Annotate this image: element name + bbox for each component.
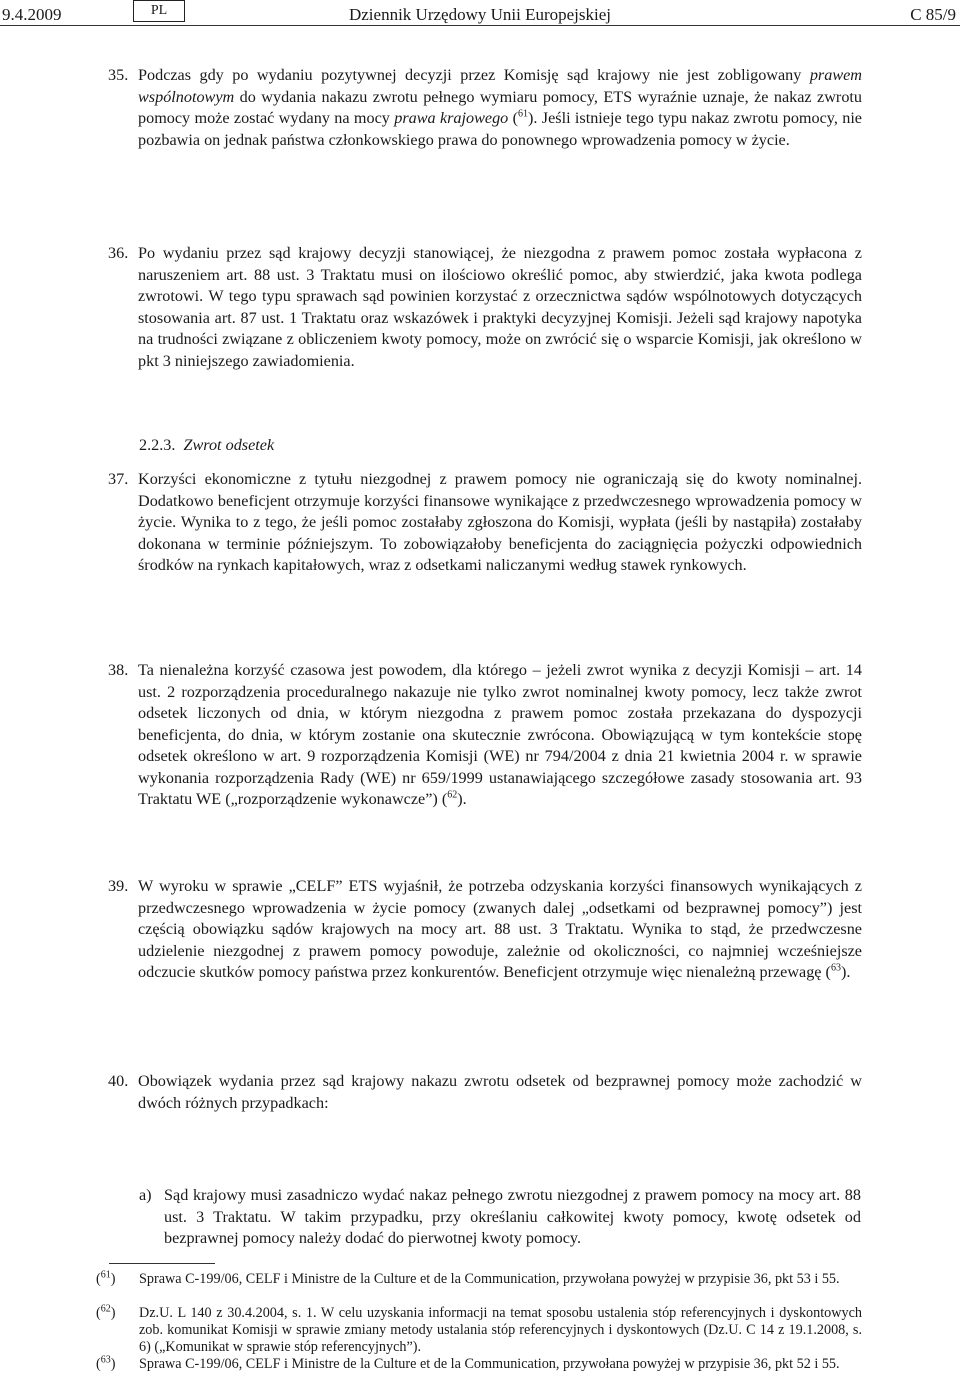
page-number: C 85/9	[910, 5, 956, 24]
footnote-mark: ($^{62}$)	[96, 1303, 116, 1321]
footnote-62	[96, 1305, 862, 1356]
paragraph-37	[108, 469, 862, 577]
paragraph-38	[108, 660, 862, 811]
section-number: 2.2.3.	[139, 436, 176, 454]
paragraph-text: Korzyści ekonomiczne z tytułu niezgodnej z prawem pomocy nie ograniczają się do kwoty nominalnej. Dodatkowo beneficjent otrzymuje korzyści finansowe wynikające z przedwczesnego wprowadzenia pomocy w życie. Wynika to z tego, że jeśli pomoc zostałaby zgłoszona do Komisji, wypłata (jeśli by nastąpiła) zostałaby dokonana w terminie późniejszym. To zobowiązałoby beneficjenta do zaciągnięcia pożyczki odpowiednich środków na rynkach kapitałowych, wraz z odsetkami naliczanymi według stawek rynkowych.	[138, 470, 862, 574]
paragraph-text: Obowiązek wydania przez sąd krajowy nakazu zwrotu odsetek od bezprawnej pomocy może zachodzić w dwóch różnych przypadkach:	[138, 1072, 862, 1112]
sub-item-a	[139, 1185, 861, 1250]
sub-item-label: a)	[139, 1186, 152, 1204]
header-rule	[0, 25, 960, 26]
paragraph-number: 35.	[108, 66, 129, 84]
footnote-text: Sprawa C-199/06, CELF i Ministre de la Culture et de la Communication, przywołana powyżej w przypisie 36, pkt 53 i 55.	[139, 1271, 840, 1287]
sub-item-text: Sąd krajowy musi zasadniczo wydać nakaz pełnego zwrotu niezgodnej z prawem pomocy na mocy art. 88 ust. 3 Traktatu. W takim przypadku, przy określaniu całkowitej kwoty pomocy, kwotę odsetek od bezprawnej pomocy należy dodać do pierwotnej kwoty pomocy.	[164, 1186, 861, 1247]
paragraph-36	[108, 243, 862, 372]
publication-date: 9.4.2009	[2, 5, 62, 24]
paragraph-text: Ta nienależna korzyść czasowa jest powodem, dla którego – jeżeli zwrot wynika z decyzji Komisji – art. 14 ust. 2 rozporządzenia proceduralnego nakazuje nie tylko zwrot nominalnej kwoty pomocy, lecz także zwrot odsetek liczonych od dnia, w którym niezgodna z prawem pomoc została przekazana do dyspozycji beneficjenta, do dnia, w którym zostanie ona skutecznie zwrócona. Obowiązującą w tym kontekście stopę odsetek określono w art. 9 rozporządzenia Komisji (WE) nr 794/2004 z dnia 21 kwietnia 2004 r. w sprawie wykonania rozporządzenia Rady (WE) nr 659/1999 ustanawiającego szczegółowe zasady stosowania art. 93 Traktatu WE („rozporządzenie wykonawcze”) ($^{62}$).	[138, 661, 862, 808]
footnote-63	[96, 1356, 862, 1373]
footnote-text: Sprawa C-199/06, CELF i Ministre de la Culture et de la Communication, przywołana powyżej w przypisie 36, pkt 52 i 55.	[139, 1356, 840, 1372]
footnote-61	[96, 1271, 862, 1288]
journal-title: Dziennik Urzędowy Unii Europejskiej	[348, 5, 611, 24]
page-header	[0, 0, 960, 26]
footnote-ref[interactable]: 61	[518, 108, 529, 120]
paragraph-number: 40.	[108, 1072, 129, 1090]
paragraph-number: 38.	[108, 661, 129, 679]
footnote-rule	[109, 1263, 215, 1264]
paragraph-text: Po wydaniu przez sąd krajowy decyzji stanowiącej, że niezgodna z prawem pomoc została wypłacona z naruszeniem art. 88 ust. 3 Traktatu musi on ilościowo określić pomoc, aby stwierdzić, jaka kwota podlega zwrotowi. W tego typu sprawach sąd powinien korzystać z orzecznictwa sądów wspólnotowych dotyczących stosowania art. 87 ust. 1 Traktatu oraz wskazówek i praktyki decyzyjnej Komisji. Jeżeli sąd krajowy napotyka na trudności związane z obliczeniem kwoty pomocy, może on zwrócić się o wsparcie Komisji, jak określono w pkt 3 niniejszego zawiadomienia.	[138, 244, 862, 370]
paragraph-35	[108, 65, 862, 151]
section-title: Zwrot odsetek	[183, 436, 275, 454]
paragraph-text: W wyroku w sprawie „CELF” ETS wyjaśnił, że potrzeba odzyskania korzyści finansowych wynikających z przedwczesnego wprowadzenia w życie pomocy (zwanych dalej „odsetkami od bezprawnej pomocy”) jest częścią obowiązku sądów krajowych na mocy art. 88 ust. 3 Traktatu. Wynika to stąd, że przedwczesne udzielenie niezgodnej z prawem pomocy powoduje, zależnie od okoliczności, co najmniej wcześniejsze odczucie skutków pomocy państwa przez konkurentów. Beneficjent otrzymuje więc nienależną przewagę ($^{63}$).	[138, 877, 862, 981]
section-heading	[139, 436, 274, 455]
language-badge: PL	[133, 0, 185, 22]
footnote-mark: ($^{61}$)	[96, 1269, 116, 1287]
paragraph-number: 36.	[108, 244, 129, 262]
paragraph-39	[108, 876, 862, 984]
paragraph-number: 39.	[108, 877, 129, 895]
paragraph-40	[108, 1071, 862, 1114]
footnote-ref[interactable]: 63	[830, 962, 841, 974]
footnote-mark: ($^{63}$)	[96, 1354, 116, 1372]
footnote-text: Dz.U. L 140 z 30.4.2004, s. 1. W celu uzyskania informacji na temat sposobu ustalenia stóp referencyjnych i dyskontowych zob. komunikat Komisji w sprawie zmiany metody ustalania stóp referencyjnych i dyskontowych (Dz.U. C 14 z 19.1.2008, s. 6) („Komunikat w sprawie stóp referencyjnych”).	[139, 1305, 862, 1355]
paragraph-number: 37.	[108, 470, 129, 488]
footnote-ref[interactable]: 62	[447, 789, 458, 801]
paragraph-text: Podczas gdy po wydaniu pozytywnej decyzji przez Komisję sąd krajowy nie jest zobligowany prawem wspólnotowym do wydania nakazu zwrotu pełnego wymiaru pomocy, ETS wyraźnie uznaje, że nakaz zwrotu pomocy może zostać wydany na mocy prawa krajowego ($^{61}$). Jeśli istnieje tego typu nakaz zwrotu pomocy, nie pozbawia on jednak państwa członkowskiego prawa do ponownego wprowadzenia pomocy w życie.	[138, 66, 862, 149]
